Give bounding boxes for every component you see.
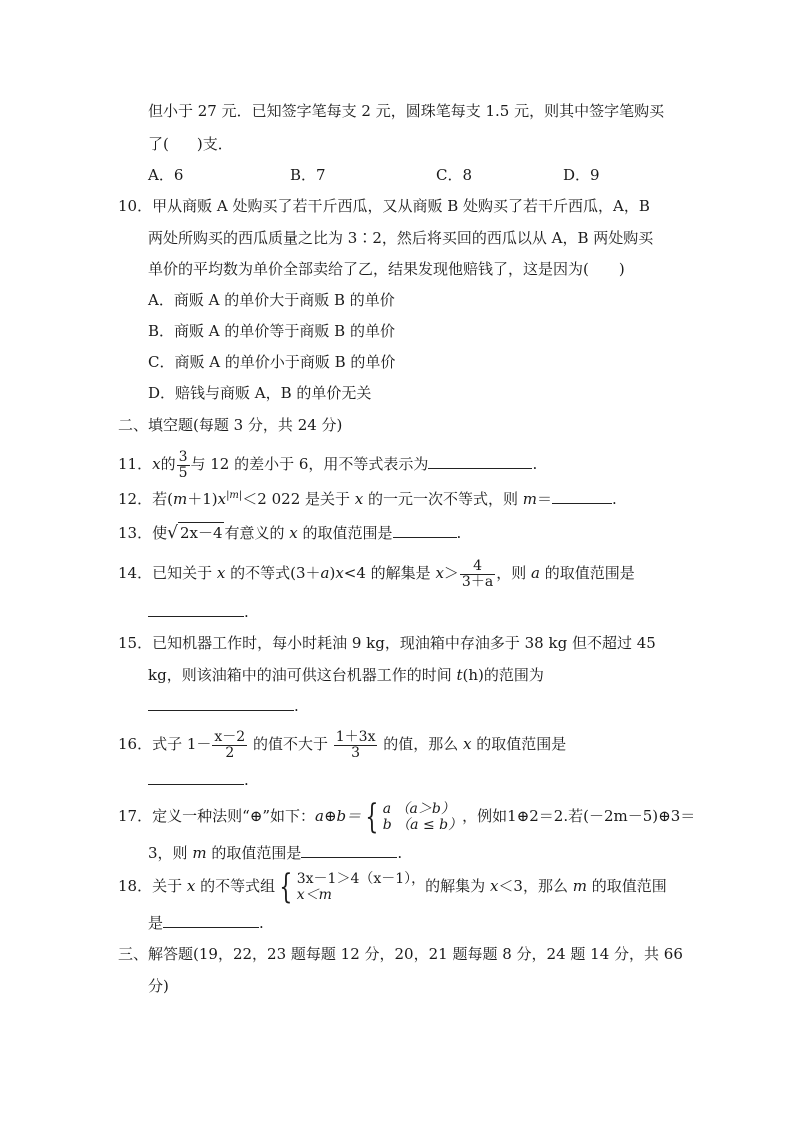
brace-symbol: { — [365, 797, 379, 837]
q9-line2a: 了( — [148, 135, 169, 153]
q12-answer-blank[interactable] — [552, 489, 612, 504]
q11-answer-blank[interactable] — [428, 454, 532, 469]
q15-line3: . — [148, 696, 299, 716]
q9-option-d: D．9 — [563, 166, 600, 184]
q9-line1: 但小于 27 元．已知签字笔每支 2 元，圆珠笔每支 1.5 元，则其中签字笔购买 — [148, 102, 665, 120]
q9-option-c: C．8 — [436, 166, 473, 184]
q9-option-b: B．7 — [290, 166, 326, 184]
q14-answer-blank[interactable] — [148, 602, 244, 617]
q17-cases: a （a＞b） b （a ≤ b） — [382, 801, 463, 833]
q10-option-c: C．商贩 A 的单价小于商贩 B 的单价 — [148, 353, 396, 371]
q13-answer-blank[interactable] — [393, 523, 457, 538]
q10-option-b: B．商贩 A 的单价等于商贩 B 的单价 — [148, 322, 395, 340]
q11: 11．x的 $\frac{3}{5}$ 与 12 的差小于 6，用不等式表示为 . — [118, 448, 538, 481]
q16-fraction-1: $\frac{x-2}{2}$ — [214, 728, 246, 761]
q18-cases: 3x－1＞4（x－1）， x＜m — [296, 871, 426, 903]
q9-line2 — [148, 134, 233, 154]
q9-option-a: A．6 — [148, 166, 184, 184]
q10-line3 — [148, 259, 625, 279]
q18-line2: 是 . — [148, 914, 264, 932]
q11-de: 的 — [160, 455, 176, 473]
q10-line3a: 单价的平均数为单价全部卖给了乙，结果发现他赔钱了，这是因为( — [148, 260, 589, 278]
q17-line2: 3，则 m 的取值范围是 . — [148, 844, 403, 862]
q12: 12．若$(m+1)x^{|m|}<2$ 022 是关于 x 的一元一次不等式，则 m＝ . — [118, 490, 617, 508]
q11-text: 与 12 的差小于 6，用不等式表示为 — [190, 455, 429, 473]
q16-answer-blank[interactable] — [148, 770, 244, 785]
q18: 18．关于 x 的不等式组 { 3x－1＞4（x－1）， x＜m 的解集为 x＜3，那么 m 的取值范围 — [118, 867, 667, 907]
q15-line1: 15．已知机器工作时，每小时耗油 9 kg，现油箱中存油多于 38 kg 但不超过 45 — [118, 634, 656, 652]
q17: 17．定义一种法则“⊕”如下：a⊕b＝ { a （a＞b） b （a ≤ b） ，例如1⊕2＝2.若(－2m－5)⊕3＝ — [118, 797, 696, 837]
q14: 14．已知关于 x 的不等式(3＋a)x<4 的解集是 x＞ $\frac{4}{3+a}$ ，则 a 的取值范围是 — [118, 557, 635, 590]
q11-num: 11． — [118, 455, 153, 473]
section2-heading: 二、填空题(每题 3 分，共 24 分) — [118, 416, 343, 434]
q10-option-d: D．赔钱与商贩 A，B 的单价无关 — [148, 384, 372, 402]
q17-answer-blank[interactable] — [301, 843, 397, 858]
q12-exponent: |m| — [226, 490, 243, 501]
q15-answer-blank[interactable] — [148, 696, 294, 711]
q16-fraction-2: $\frac{1+3x}{3}$ — [335, 728, 376, 761]
q16: 16．式子 1－ $\frac{x-2}{2}$ 的值不大于 $\frac{1+3x}{3}$ 的值，那么 x 的取值范围是 — [118, 728, 567, 761]
q18-answer-blank[interactable] — [163, 913, 259, 928]
section3-heading-line1: 三、解答题(19，22，23 题每题 12 分，20，21 题每题 8 分，24 题 14 分，共 66 — [118, 945, 683, 963]
q16-line2: . — [148, 770, 249, 790]
section3-heading-line2: 分) — [148, 977, 169, 995]
q15-line2: kg，则该油箱中的油可供这台机器工作的时间 t(h)的范围为 — [148, 666, 544, 684]
brace-symbol: { — [279, 867, 293, 907]
q14-line2: . — [148, 602, 249, 622]
q10-line1: 10．甲从商贩 A 处购买了若干斤西瓜，又从商贩 B 处购买了若干斤西瓜，A，B — [118, 197, 650, 215]
q10-line3b: ) — [618, 260, 625, 278]
q11-fraction: $\frac{3}{5}$ — [178, 448, 188, 481]
q13-radicand: 2x－4 — [179, 524, 223, 542]
sqrt-symbol: √ — [167, 523, 178, 543]
q14-fraction: $\frac{4}{3+a}$ — [461, 557, 494, 590]
q10-option-a: A．商贩 A 的单价大于商贩 B 的单价 — [148, 291, 395, 309]
q13: 13．使√ 2x－4 有意义的 x 的取值范围是 . — [118, 523, 462, 543]
q11-x: x — [152, 455, 161, 473]
q10-line2: 两处所购买的西瓜质量之比为 3∶2，然后将买回的西瓜以从 A，B 两处购买 — [148, 229, 654, 247]
q17-expression: a⊕b＝ — [315, 807, 362, 825]
q9-line2b: )支． — [196, 135, 233, 153]
